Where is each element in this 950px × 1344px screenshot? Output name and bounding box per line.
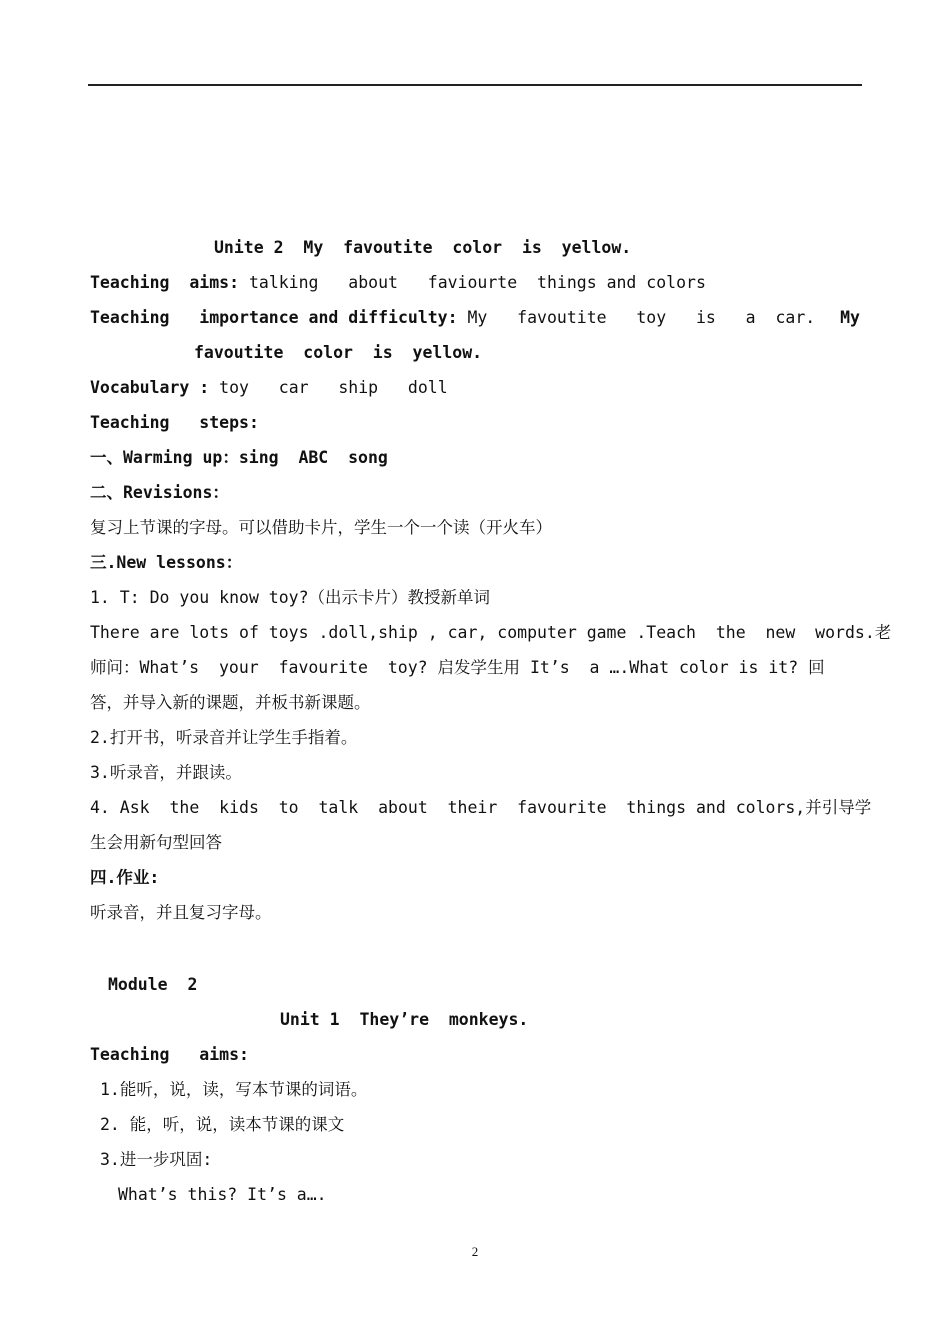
module-unit-title: Unit 1 They’re monkeys. [280, 1010, 529, 1029]
module-teaching-aims-label: Teaching aims: [90, 1045, 249, 1064]
new-lessons-item-4-line-2: 生会用新句型回答 [90, 833, 222, 852]
module-title: Module 2 [108, 975, 198, 994]
new-lessons-paragraph-line-3: 答，并导入新的课题，并板书新课题。 [90, 693, 371, 712]
step-homework: 四.作业: [90, 868, 160, 887]
importance-text: My favoutite toy is a car. [457, 308, 816, 327]
header-rule [88, 84, 862, 86]
new-lessons-paragraph-line-2: 师问：What’s your favourite toy? 启发学生用 It’s a ….What color is it? 回 [90, 658, 825, 677]
module-aim-1: 1.能听，说，读，写本节课的词语。 [100, 1080, 368, 1099]
vocabulary [90, 378, 862, 398]
new-lessons-item-3: 3.听录音，并跟读。 [90, 763, 242, 782]
module-aim-3-example: What’s this? It’s a…. [118, 1185, 327, 1204]
vocabulary-text: toy car ship doll [209, 378, 448, 397]
teaching-aims-label: Teaching aims: [90, 273, 240, 292]
teaching-aims-text: talking about faviourte things and colors [239, 273, 706, 292]
homework-text: 听录音，并且复习字母。 [90, 903, 272, 922]
new-lessons-item-1: 1. T: Do you know toy?（出示卡片）教授新单词 [90, 588, 491, 607]
new-lessons-paragraph-line-1: There are lots of toys .doll,ship , car, computer game .Teach the new words.老 [90, 623, 892, 642]
teaching-importance [90, 308, 862, 328]
step-revisions: 二、Revisions： [90, 483, 229, 502]
step-new-lessons: 三.New lessons： [90, 553, 243, 572]
teaching-aims [90, 273, 862, 293]
new-lessons-item-4-line-1: 4. Ask the kids to talk about their favourite things and colors,并引导学 [90, 798, 872, 817]
module-aim-3: 3.进一步巩固: [100, 1150, 213, 1169]
teaching-steps-label: Teaching steps: [90, 413, 259, 432]
page-number: 2 [471, 1244, 479, 1259]
module-aim-2: 2. 能，听，说，读本节课的课文 [100, 1115, 345, 1134]
new-lessons-item-2: 2.打开书，听录音并让学生手指着。 [90, 728, 358, 747]
importance-tail: My [840, 308, 860, 327]
vocabulary-label: Vocabulary : [90, 378, 210, 397]
unit-title: Unite 2 My favoutite color is yellow. [214, 238, 632, 257]
revisions-text: 复习上节课的字母。可以借助卡片，学生一个一个读（开火车） [90, 518, 552, 537]
step-warming-up: 一、Warming up：sing ABC song [90, 448, 388, 467]
importance-line2: favoutite color is yellow. [194, 343, 483, 362]
importance-label: Teaching importance and difficulty: [90, 308, 458, 327]
